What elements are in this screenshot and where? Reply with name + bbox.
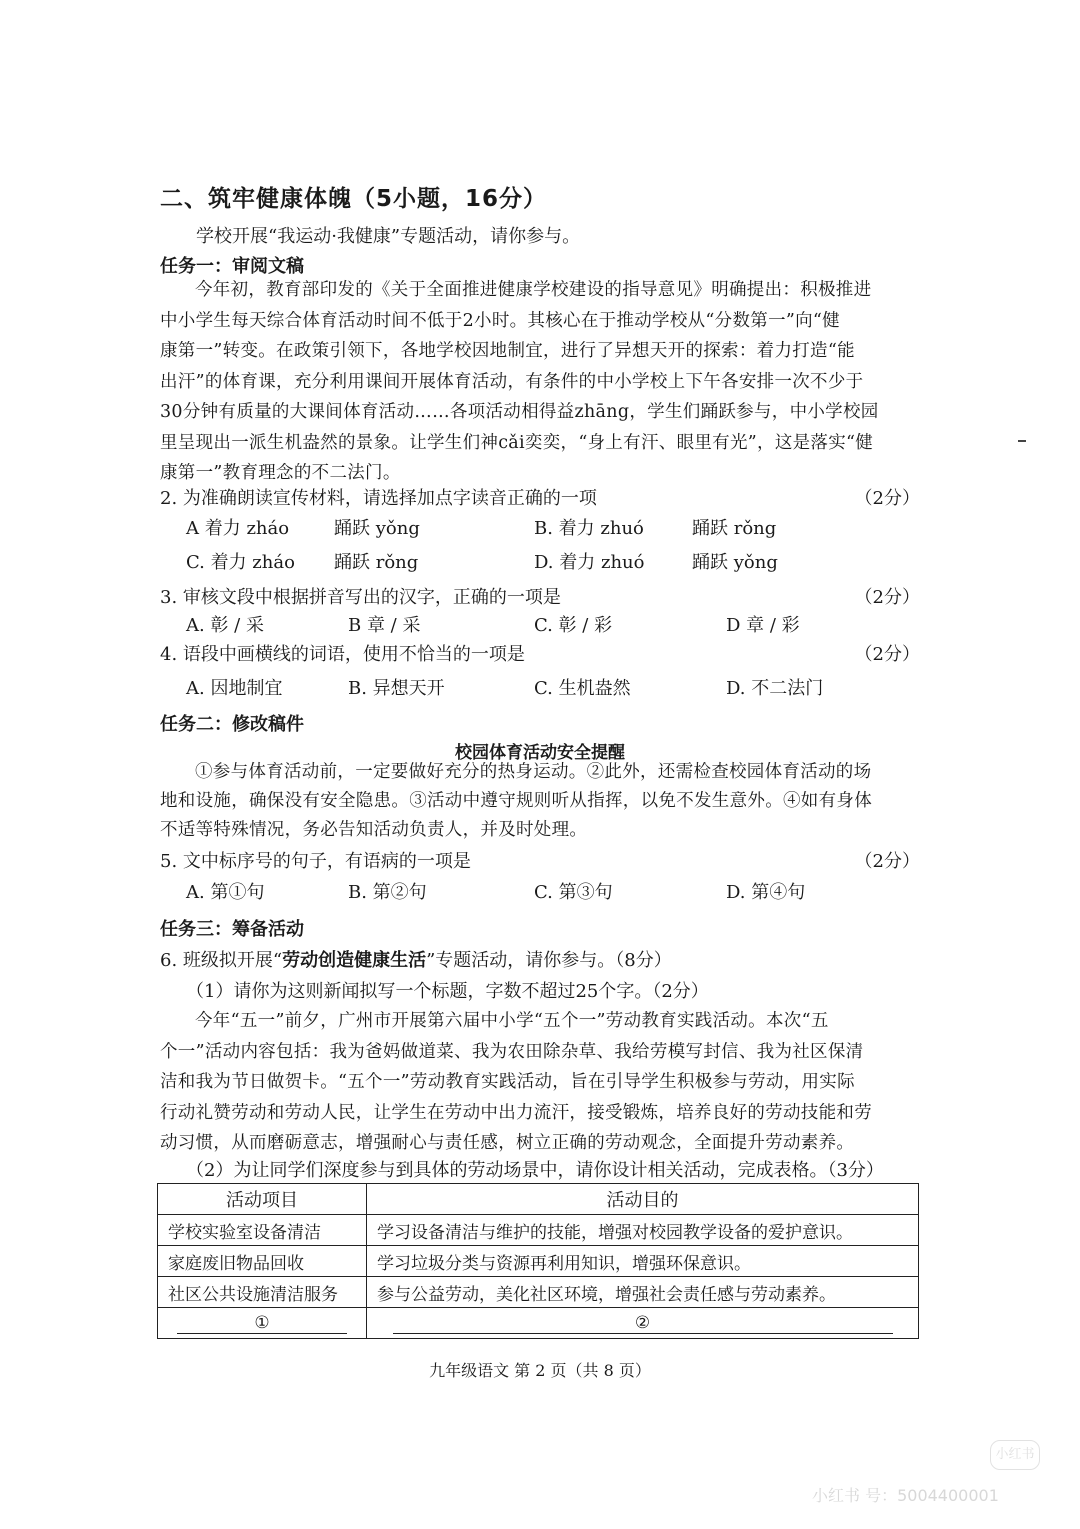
answer-blank-1[interactable] bbox=[158, 1308, 367, 1339]
question-stem: 4. 语段中画横线的词语，使用不恰当的一项是 bbox=[160, 644, 525, 665]
option: C. 第③句 bbox=[534, 882, 613, 903]
question-score: （2分） bbox=[854, 644, 920, 665]
option: D 章 / 彩 bbox=[726, 615, 800, 636]
option: C. 着力 zháo bbox=[186, 552, 295, 573]
q6-stem-pre: 6. 班级拟开展“ bbox=[160, 950, 283, 971]
option: B 章 / 采 bbox=[348, 615, 421, 636]
question-stem: 2. 为准确朗读宣传材料，请选择加点字读音正确的一项 bbox=[160, 488, 597, 509]
question-score: （2分） bbox=[854, 851, 920, 872]
option: B. 第②句 bbox=[348, 882, 427, 903]
table-header-row bbox=[158, 1184, 919, 1215]
passage-line: 个一”活动内容包括：我为爸妈做道菜、我为农田除杂草、我给劳模写封信、我为社区保清 bbox=[160, 1041, 864, 1062]
column-header: 活动目的 bbox=[367, 1184, 919, 1215]
q6-sub2: （2）为让同学们深度参与到具体的劳动场景中，请你设计相关活动，完成表格。（3分） bbox=[186, 1160, 884, 1181]
option: A 着力 zháo bbox=[186, 518, 290, 539]
passage-line: 今年“五一”前夕，广州市开展第六届中小学“五个一”劳动教育实践活动。本次“五 bbox=[195, 1011, 829, 1031]
task1-passage bbox=[160, 275, 918, 489]
task3-title: 任务三：筹备活动 bbox=[160, 919, 304, 940]
passage-line: 中小学生每天综合体育活动时间不低于2小时。其核心在于推动学校从“分数第一”向“健 bbox=[160, 310, 840, 331]
task1-title: 任务一：审阅文稿 bbox=[160, 256, 304, 277]
table-row-blank bbox=[158, 1308, 919, 1339]
scan-mark bbox=[1018, 440, 1026, 442]
task2-passage bbox=[160, 758, 918, 845]
question-5 bbox=[160, 847, 920, 873]
option: C. 彰 / 彩 bbox=[534, 615, 613, 636]
news-passage bbox=[160, 1006, 918, 1159]
passage-line: 地和设施，确保没有安全隐患。③活动中遵守规则听从指挥，以免不发生意外。④如有身体 bbox=[160, 791, 872, 811]
question-6 bbox=[160, 946, 920, 972]
option: A. 第①句 bbox=[186, 882, 265, 903]
option: A. 因地制宜 bbox=[186, 678, 283, 699]
intro-line: 学校开展“我运动·我健康”专题活动，请你参与。 bbox=[196, 226, 581, 247]
question-4 bbox=[160, 640, 920, 666]
question-score: （2分） bbox=[854, 488, 920, 509]
passage-line: 今年初，教育部印发的《关于全面推进健康学校建设的指导意见》明确提出：积极推进 bbox=[195, 280, 872, 300]
passage-line: 行动礼赞劳动和劳动人民，让学生在劳动中出力流汗，接受锻炼，培养良好的劳动技能和劳 bbox=[160, 1102, 872, 1123]
table-row bbox=[158, 1246, 919, 1277]
blank-label: ① bbox=[177, 1313, 347, 1334]
activity-table bbox=[157, 1183, 919, 1339]
option: D. 着力 zhuó bbox=[534, 552, 645, 573]
table-cell: 参与公益劳动，美化社区环境，增强社会责任感与劳动素养。 bbox=[367, 1277, 919, 1308]
q6-stem-post: ”专题活动，请你参与。（8分） bbox=[426, 950, 672, 971]
option: 踊跃 yǒng bbox=[334, 518, 420, 539]
article-title: 校园体育活动安全提醒 bbox=[455, 743, 625, 763]
passage-line: 康第一”教育理念的不二法门。 bbox=[160, 463, 401, 483]
passage-line: 30分钟有质量的大课间体育活动……各项活动相得益zhāng，学生们踊跃参与，中小学校园 bbox=[160, 402, 879, 422]
answer-blank-2[interactable] bbox=[367, 1308, 919, 1339]
question-stem: 3. 审核文段中根据拼音写出的汉字，正确的一项是 bbox=[160, 587, 561, 608]
q6-sub1: （1）请你为这则新闻拟写一个标题，字数不超过25个字。（2分） bbox=[186, 981, 709, 1002]
table-cell: 家庭废旧物品回收 bbox=[158, 1246, 367, 1277]
option: D. 第④句 bbox=[726, 882, 806, 903]
option: C. 生机盎然 bbox=[534, 678, 631, 699]
passage-line: 里呈现出一派生机盎然的景象。让学生们神cǎi奕奕，“身上有汗、眼里有光”，这是落实“健 bbox=[160, 432, 874, 453]
passage-line: 不适等特殊情况，务必告知活动负责人，并及时处理。 bbox=[160, 820, 588, 840]
page-footer: 九年级语文 第 2 页（共 8 页） bbox=[429, 1361, 651, 1380]
watermark-logo: 小红书 bbox=[990, 1440, 1040, 1470]
question-stem: 5. 文中标序号的句子，有语病的一项是 bbox=[160, 851, 471, 872]
task2-title: 任务二：修改稿件 bbox=[160, 714, 304, 735]
table-cell: 社区公共设施清洁服务 bbox=[158, 1277, 367, 1308]
watermark-text: 小红书 号：5004400001 bbox=[812, 1486, 999, 1505]
option: B. 着力 zhuó bbox=[534, 518, 644, 539]
option: A. 彰 / 采 bbox=[186, 615, 264, 636]
table-row bbox=[158, 1215, 919, 1246]
question-score: （2分） bbox=[854, 587, 920, 608]
passage-line: 出汗”的体育课，充分利用课间开展体育活动，有条件的中小学校上下午各安排一次不少于 bbox=[160, 371, 864, 392]
table-cell: 学校实验室设备清洁 bbox=[158, 1215, 367, 1246]
option: B. 异想天开 bbox=[348, 678, 445, 699]
column-header: 活动项目 bbox=[158, 1184, 367, 1215]
passage-line: 洁和我为节日做贺卡。“五个一”劳动教育实践活动，旨在引导学生积极参与劳动，用实际 bbox=[160, 1072, 855, 1092]
blank-label: ② bbox=[393, 1313, 893, 1334]
option: 踊跃 rǒng bbox=[692, 518, 777, 539]
passage-line: 康第一”转变。在政策引领下，各地学校因地制宜，进行了异想天开的探索：着力打造“能 bbox=[160, 341, 855, 361]
option: 踊跃 rǒng bbox=[334, 552, 419, 573]
passage-line: 动习惯，从而磨砺意志，增强耐心与责任感，树立正确的劳动观念，全面提升劳动素养。 bbox=[160, 1133, 855, 1153]
table-row bbox=[158, 1277, 919, 1308]
table-cell: 学习垃圾分类与资源再利用知识，增强环保意识。 bbox=[367, 1246, 919, 1277]
option: 踊跃 yǒng bbox=[692, 552, 778, 573]
table-cell: 学习设备清洁与维护的技能，增强对校园教学设备的爱护意识。 bbox=[367, 1215, 919, 1246]
q6-stem-bold: 劳动创造健康生活 bbox=[282, 950, 427, 971]
question-2 bbox=[160, 484, 920, 510]
passage-line: ①参与体育活动前，一定要做好充分的热身运动。②此外，还需检查校园体育活动的场 bbox=[195, 762, 872, 782]
option: D. 不二法门 bbox=[726, 678, 824, 699]
section-title: 二、筑牢健康体魄（5小题，16分） bbox=[160, 186, 548, 212]
question-3 bbox=[160, 583, 920, 609]
